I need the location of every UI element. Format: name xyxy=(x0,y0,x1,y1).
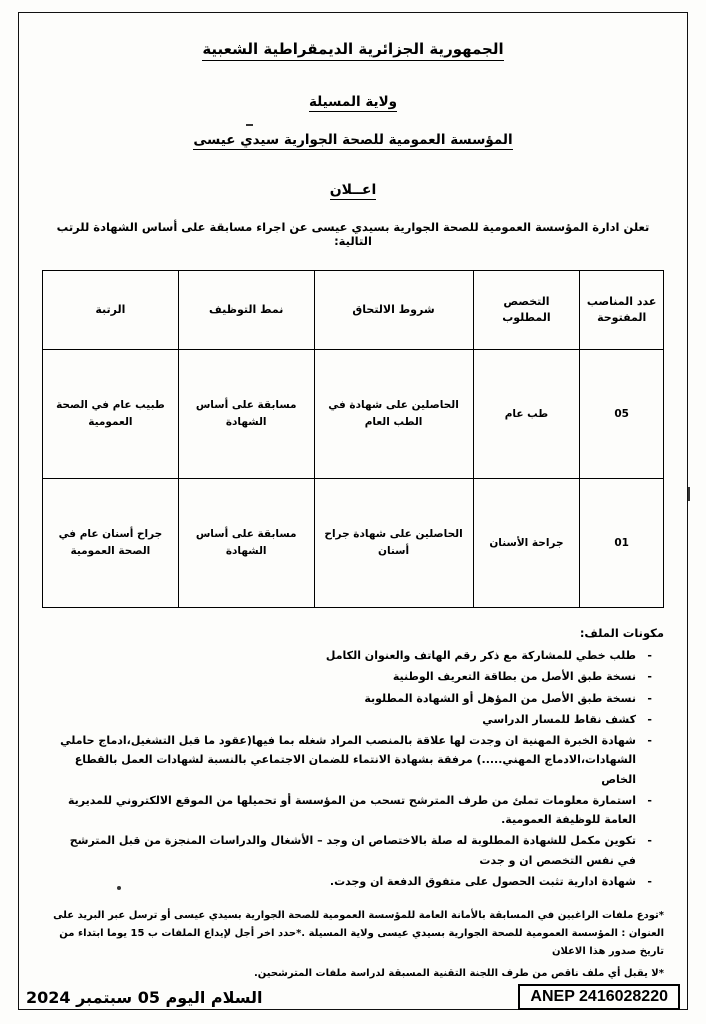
row0-mode: مسابقة على أساس الشهادة xyxy=(178,350,314,479)
footnotes xyxy=(42,907,664,983)
publication-date: السلام اليوم 05 سبتمبر 2024 xyxy=(26,987,263,1007)
dossier-list xyxy=(42,646,664,891)
list-item: - نسخة طبق الأصل من بطاقة التعريف الوطنية xyxy=(52,667,636,686)
header-count: عدد المناصب المفتوحة xyxy=(580,271,664,350)
anep-reference: ANEP 2416028220 xyxy=(518,984,680,1010)
wilaya-line xyxy=(42,94,664,110)
header-specialty: التخصص المطلوب xyxy=(473,271,580,350)
footnote-incomplete: *لا يقبل أي ملف ناقص من طرف اللجنة التقنية المسبقة لدراسة ملفات المترشحين. xyxy=(253,968,664,979)
table-row xyxy=(43,479,664,608)
row1-conditions: الحاصلين على شهادة جراح أسنان xyxy=(314,479,473,608)
row0-conditions: الحاصلين على شهادة في الطب العام xyxy=(314,350,473,479)
table-header-row xyxy=(43,271,664,350)
row1-mode: مسابقة على أساس الشهادة xyxy=(178,479,314,608)
list-item: - شهادة ادارية تثبت الحصول على متفوق الدفعة ان وجدت. xyxy=(52,872,636,891)
organization-text: المؤسسة العمومية للصحة الجوارية سيدي عيسى xyxy=(193,132,513,148)
jobs-table xyxy=(42,270,664,608)
wilaya-text: ولاية المسيلة xyxy=(308,94,398,110)
republic-title xyxy=(42,40,664,58)
list-item: - تكوين مكمل للشهادة المطلوبة له صلة بالاختصاص ان وجد – الأشغال والدراسات المنجزة من قبل المترشح في نفس التخصص ان و جدت xyxy=(52,831,636,870)
organization-line xyxy=(42,132,664,148)
list-item: - نسخة طبق الأصل من المؤهل أو الشهادة المطلوبة xyxy=(52,689,636,708)
row0-grade: طبيب عام في الصحة العمومية xyxy=(43,350,179,479)
row0-count: 05 xyxy=(580,350,664,479)
announcement-heading xyxy=(42,182,664,198)
row1-grade: جراح أسنان عام في الصحة العمومية xyxy=(43,479,179,608)
republic-title-text: الجمهورية الجزائرية الديمقراطية الشعبية xyxy=(202,40,503,61)
header-grade: الرتبة xyxy=(43,271,179,350)
row1-specialty: جراحة الأسنان xyxy=(473,479,580,608)
row1-count: 01 xyxy=(580,479,664,608)
announcement-intro: تعلن ادارة المؤسسة العمومية للصحة الجوارية بسيدي عيسى عن اجراء مسابقة على أساس الشهادة للرتب التالية: xyxy=(56,220,650,248)
table-row xyxy=(43,350,664,479)
scan-mark xyxy=(688,487,690,501)
row0-specialty: طب عام xyxy=(473,350,580,479)
dossier-title: مكونات الملف: xyxy=(579,626,664,640)
list-item: - كشف نقاط للمسار الدراسي xyxy=(52,710,636,729)
header-mode: نمط التوظيف xyxy=(178,271,314,350)
footnote-deposit: *تودع ملفات الراغبين في المسابقة بالأمانة العامة للمؤسسة العمومية للصحة الجوارية بسيدي عيسى أو ترسل عبر البريد على العنوان : المؤسسة العمومية للصحة الجوارية بسيدي عيسى ولاية المسيلة .*حدد اخر أجل لإيداع الملفات ب 15 يوما ابتداء من تاريخ صدور هذا الاعلان xyxy=(53,910,664,957)
document-content xyxy=(28,22,678,1002)
announcement-heading-text: اعــلان xyxy=(329,182,377,198)
list-item: - استمارة معلومات تملئ من طرف المترشح تسحب من المؤسسة أو تحميلها من الموقع الالكتروني للمديرية العامة للوظيفة العمومية. xyxy=(52,791,636,830)
header-conditions: شروط الالتحاق xyxy=(314,271,473,350)
footer-bar xyxy=(18,980,688,1014)
list-item: - شهادة الخبرة المهنية ان وجدت لها علاقة بالمنصب المراد شغله بما فيها(عقود ما قبل التشغيل،ادماج حاملي الشهادات،الادماج المهني.....) مرفقة بشهادة الانتماء للضمان الاجتماعي بالنسبة لشهادات العمل بالقطاع الخاص xyxy=(52,731,636,789)
list-item: - طلب خطي للمشاركة مع ذكر رقم الهاتف والعنوان الكامل xyxy=(52,646,636,665)
